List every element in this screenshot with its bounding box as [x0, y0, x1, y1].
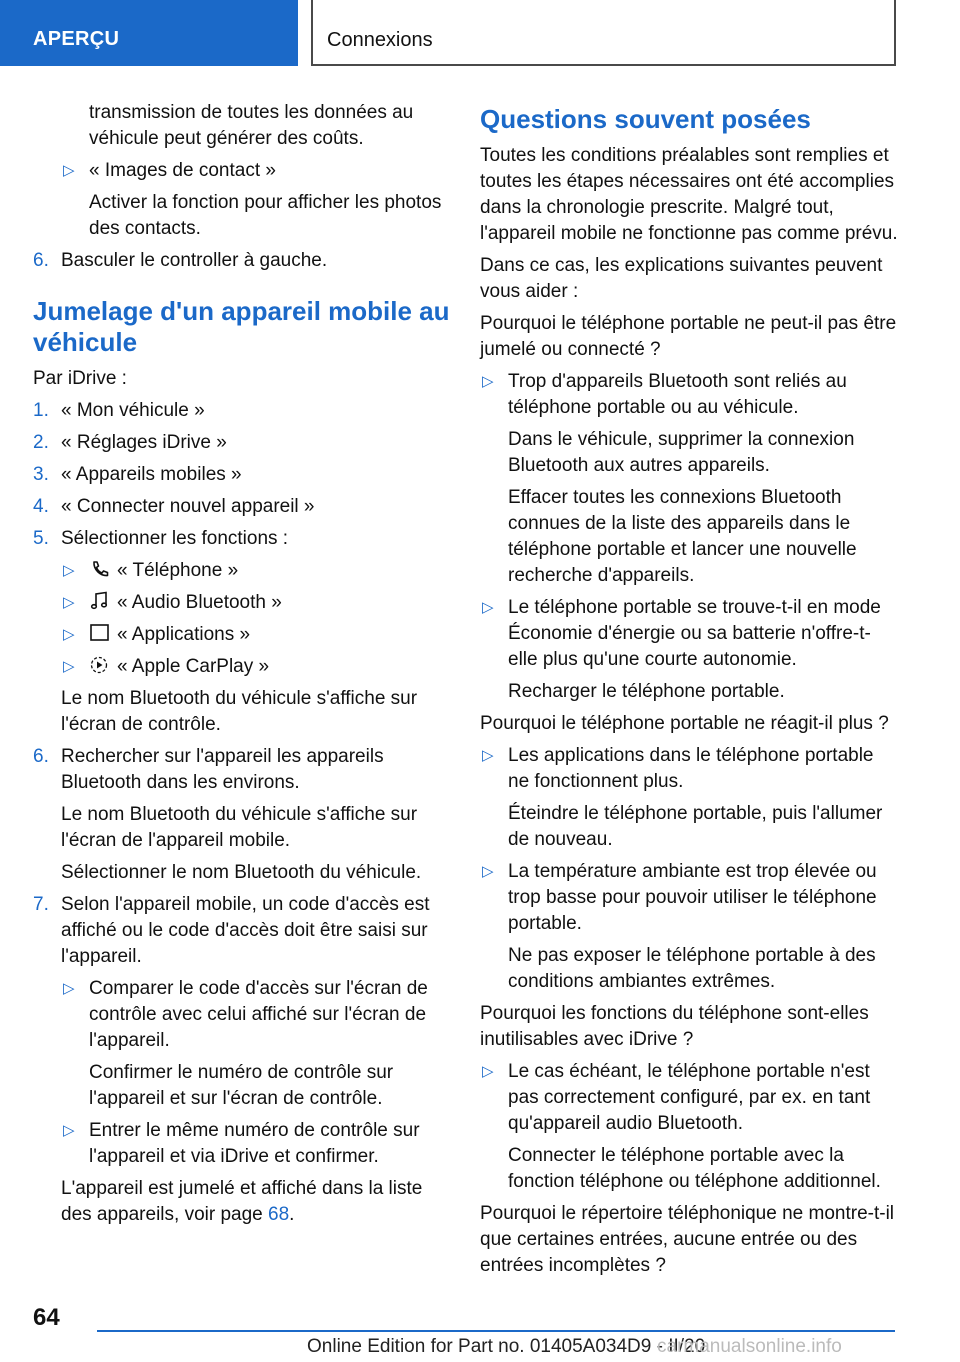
right-column: [480, 100, 898, 1285]
paragraph: Le nom Bluetooth du véhicule s'affiche sur l'écran de contrôle.: [61, 688, 418, 735]
list-item: ▷ « Apple CarPlay »: [61, 654, 453, 680]
list-item: ▷ « Images de contact »: [61, 158, 453, 184]
section-tab: [311, 0, 896, 66]
paragraph: Ne pas exposer le téléphone portable à des conditions ambiantes extrêmes.: [508, 945, 876, 992]
triangle-bullet-icon: ▷: [63, 980, 75, 997]
list-item: ▷ « Applications »: [61, 622, 453, 648]
page-number: 64: [33, 1304, 60, 1331]
step-number: 7.: [33, 894, 49, 915]
list-item: 6. Rechercher sur l'appareil les appareils Bluetooth dans les environs.: [33, 744, 453, 796]
section-heading: Questions souvent posées: [480, 104, 811, 134]
step-number: 6.: [33, 746, 49, 767]
triangle-bullet-icon: ▷: [482, 1063, 494, 1080]
triangle-bullet-icon: ▷: [482, 863, 494, 880]
triangle-bullet-icon: ▷: [482, 599, 494, 616]
list-item: 1. « Mon véhicule »: [33, 398, 453, 424]
paragraph: Dans ce cas, les explications suivantes peuvent vous aider :: [480, 255, 883, 302]
question: Pourquoi le téléphone portable ne peut-il pas être jumelé ou connecté ?: [480, 313, 897, 360]
triangle-bullet-icon: ▷: [63, 1122, 75, 1139]
question: Pourquoi les fonctions du téléphone sont-elles inutilisables avec iDrive ?: [480, 1003, 869, 1050]
list-item: 6. Basculer le controller à gauche.: [33, 248, 453, 274]
paragraph: Par iDrive :: [33, 368, 127, 389]
watermark: carmanualsonline.info: [657, 1336, 842, 1357]
footer-edition: Online Edition for Part no. 01405A034D9 - II/20: [307, 1336, 706, 1357]
paragraph: Confirmer le numéro de contrôle sur l'appareil et sur l'écran de contrôle.: [89, 1062, 394, 1109]
step-number: 1.: [33, 400, 49, 421]
list-item: ▷ Entrer le même numéro de contrôle sur l'appareil et via iDrive et confirmer.: [61, 1118, 453, 1170]
section-heading: Jumelage d'un appareil mobile au véhicule: [33, 296, 450, 357]
list-item: ▷ Le cas échéant, le téléphone portable n'est pas correctement configuré, par ex. en tant qu'appareil audio Bluetooth.: [480, 1059, 898, 1137]
paragraph: Éteindre le téléphone portable, puis l'allumer de nouveau.: [508, 803, 883, 850]
list-item: ▷ La température ambiante est trop élevée ou trop basse pour pouvoir utiliser le téléphone portable.: [480, 859, 898, 937]
chapter-tab-label: APERÇU: [33, 28, 120, 50]
triangle-bullet-icon: ▷: [63, 162, 75, 179]
list-item: ▷ Comparer le code d'accès sur l'écran de contrôle avec celui affiché sur l'écran de l'appareil.: [61, 976, 453, 1054]
list-item: 5. Sélectionner les fonctions :: [33, 526, 453, 552]
left-column: [33, 100, 453, 1234]
triangle-bullet-icon: ▷: [63, 562, 75, 579]
triangle-bullet-icon: ▷: [63, 626, 75, 643]
paragraph: Effacer toutes les connexions Bluetooth connues de la liste des appareils dans le téléphone portable et lancer une nouvelle recherche d'appareils.: [508, 487, 857, 586]
music-note-icon: [89, 591, 111, 611]
triangle-bullet-icon: ▷: [63, 594, 75, 611]
triangle-bullet-icon: ▷: [63, 658, 75, 675]
list-item: ▷ « Audio Bluetooth »: [61, 590, 453, 616]
question: Pourquoi le téléphone portable ne réagit-il plus ?: [480, 713, 889, 734]
phone-icon: [89, 559, 111, 579]
step-number: 2.: [33, 432, 49, 453]
step-number: 3.: [33, 464, 49, 485]
step-number: 5.: [33, 528, 49, 549]
footer-divider: [97, 1330, 895, 1332]
paragraph: Activer la fonction pour afficher les photos des contacts.: [89, 192, 442, 239]
list-item: 7. Selon l'appareil mobile, un code d'accès est affiché ou le code d'accès doit être saisi sur l'appareil.: [33, 892, 453, 970]
triangle-bullet-icon: ▷: [482, 747, 494, 764]
paragraph: transmission de toutes les données au véhicule peut générer des coûts.: [89, 102, 414, 149]
list-item: 2. « Réglages iDrive »: [33, 430, 453, 456]
question: Pourquoi le répertoire téléphonique ne montre-t-il que certaines entrées, aucune entrée ou des entrées incomplètes ?: [480, 1203, 895, 1276]
paragraph: Toutes les conditions préalables sont remplies et toutes les étapes nécessaires ont été accomplies dans la chronologie prescrite. Malgré tout, l'appareil mobile ne fonctionne pas comme prévu.: [480, 145, 898, 244]
list-item: ▷ Trop d'appareils Bluetooth sont reliés au téléphone portable ou au véhicule.: [480, 369, 898, 421]
paragraph: Connecter le téléphone portable avec la fonction téléphone ou téléphone additionnel.: [508, 1145, 881, 1192]
step-number: 6.: [33, 250, 49, 271]
paragraph: L'appareil est jumelé et affiché dans la liste des appareils, voir page 68.: [61, 1178, 423, 1225]
step-number: 4.: [33, 496, 49, 517]
chapter-tab: [0, 0, 298, 66]
apps-icon: [89, 623, 111, 643]
paragraph: Dans le véhicule, supprimer la connexion Bluetooth aux autres appareils.: [508, 429, 855, 476]
list-item: ▷ « Téléphone »: [61, 558, 453, 584]
triangle-bullet-icon: ▷: [482, 373, 494, 390]
page-reference-link[interactable]: 68: [268, 1204, 290, 1225]
paragraph: Sélectionner le nom Bluetooth du véhicule.: [61, 862, 422, 883]
list-item: ▷ Les applications dans le téléphone portable ne fonctionnent plus.: [480, 743, 898, 795]
list-item: ▷ Le téléphone portable se trouve-t-il en mode Économie d'énergie ou sa batterie n'offre-t-elle plus qu'une courte autonomie.: [480, 595, 898, 673]
list-item: 4. « Connecter nouvel appareil »: [33, 494, 453, 520]
page-header: [0, 0, 960, 66]
carplay-icon: [89, 655, 111, 675]
paragraph: Le nom Bluetooth du véhicule s'affiche sur l'écran de l'appareil mobile.: [61, 804, 418, 851]
section-tab-label: Connexions: [327, 29, 433, 51]
list-item: 3. « Appareils mobiles »: [33, 462, 453, 488]
paragraph: Recharger le téléphone portable.: [508, 681, 785, 702]
